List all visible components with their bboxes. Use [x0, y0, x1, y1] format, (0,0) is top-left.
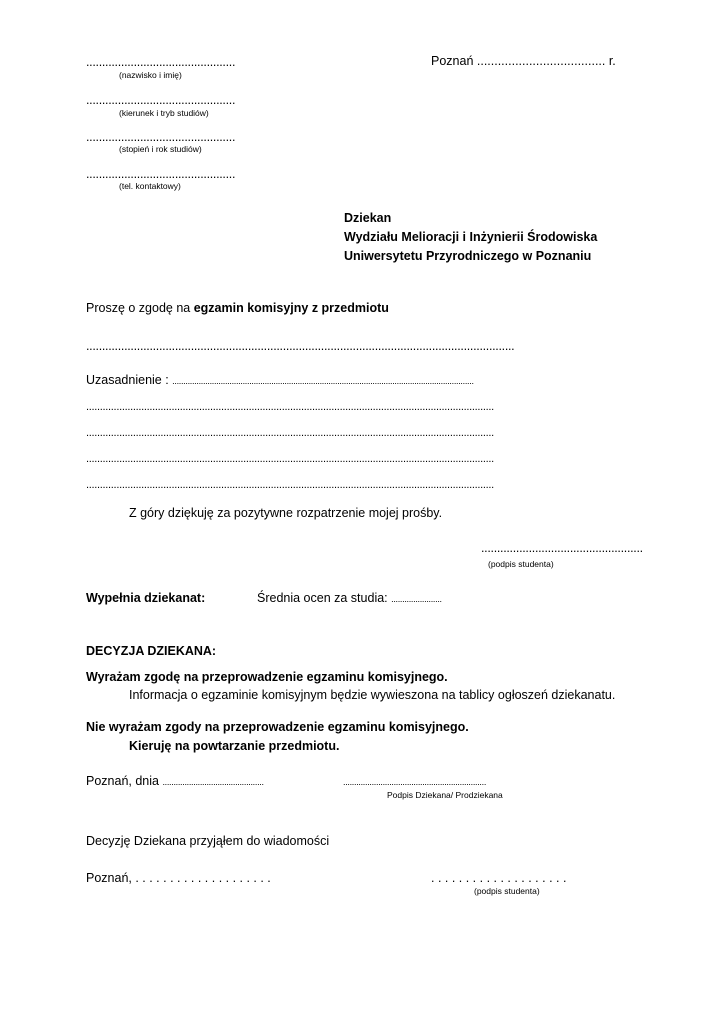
degree-year-caption: (stopień i rok studiów): [119, 144, 202, 154]
average-line[interactable]: .......................: [391, 594, 442, 604]
acknowledgement-text: Decyzję Dziekana przyjąłem do wiadomości: [86, 834, 330, 848]
justification-label: Uzasadnienie :: [86, 373, 173, 387]
justification-line[interactable]: ....................................................................................................................................................: [86, 453, 494, 465]
addressee-line-3: Uniwersytetu Przyrodniczego w Poznaniu: [344, 249, 592, 263]
justification-line[interactable]: ....................................................................................................................................................: [86, 401, 494, 413]
acknowledgement-signature-caption: (podpis studenta): [474, 886, 540, 896]
average-label: Średnia ocen za studia:: [257, 591, 392, 605]
decision-heading: DECYZJA DZIEKANA:: [86, 644, 217, 658]
decision-deny: Nie wyrażam zgody na przeprowadzenie egzaminu komisyjnego.: [86, 720, 469, 734]
subject-line[interactable]: .......................................................................................................................................: [86, 339, 515, 353]
decision-date-line[interactable]: ..............................................: [162, 777, 264, 787]
office-label: Wypełnia dziekanat:: [86, 591, 206, 605]
dean-signature-line[interactable]: .................................................................: [343, 777, 487, 787]
request-text: [86, 302, 389, 315]
decision-deny-info: Kieruję na powtarzanie przedmiotu.: [129, 739, 340, 753]
addressee-line-1: Dziekan: [344, 211, 392, 225]
degree-year-line[interactable]: ...............................................: [86, 130, 236, 144]
thanks-text: Z góry dziękuję za pozytywne rozpatrzenie mojej prośby.: [129, 506, 443, 520]
request-prefix: Proszę o zgodę na: [86, 301, 194, 315]
acknowledgement-city-line[interactable]: Poznań, . . . . . . . . . . . . . . . . . . . .: [86, 871, 271, 885]
student-signature-caption: (podpis studenta): [488, 559, 554, 569]
decision-approve-info: Informacja o egzaminie komisyjnym będzie wywieszona na tablicy ogłoszeń dziekanatu.: [129, 688, 616, 702]
justification-line[interactable]: ....................................................................................................................................................: [86, 427, 494, 439]
average-row: [257, 592, 442, 605]
decision-date-row: [86, 775, 264, 788]
justification-line[interactable]: ....................................................................................................................................................: [86, 479, 494, 491]
decision-approve: Wyrażam zgodę na przeprowadzenie egzaminu komisyjnego.: [86, 670, 448, 684]
justification-first-line[interactable]: .........................................................................................................................................: [172, 376, 474, 386]
name-line[interactable]: ...............................................: [86, 55, 236, 69]
addressee-line-2: Wydziału Melioracji i Inżynierii Środowiska: [344, 230, 598, 244]
phone-line[interactable]: ...............................................: [86, 167, 236, 181]
dean-signature-caption: Podpis Dziekana/ Prodziekana: [387, 790, 503, 800]
name-caption: (nazwisko i imię): [119, 70, 182, 80]
acknowledgement-signature-line[interactable]: . . . . . . . . . . . . . . . . . . . .: [431, 871, 567, 885]
justification-row: [86, 374, 474, 387]
field-of-study-caption: (kierunek i tryb studiów): [119, 108, 209, 118]
student-signature-line[interactable]: ...................................................: [481, 541, 643, 555]
request-bold: egzamin komisyjny z przedmiotu: [193, 301, 389, 315]
field-of-study-line[interactable]: ...............................................: [86, 93, 236, 107]
phone-caption: (tel. kontaktowy): [119, 181, 181, 191]
decision-date-label: Poznań, dnia: [86, 774, 163, 788]
city-date-line[interactable]: Poznań ..................................... r.: [431, 54, 616, 68]
